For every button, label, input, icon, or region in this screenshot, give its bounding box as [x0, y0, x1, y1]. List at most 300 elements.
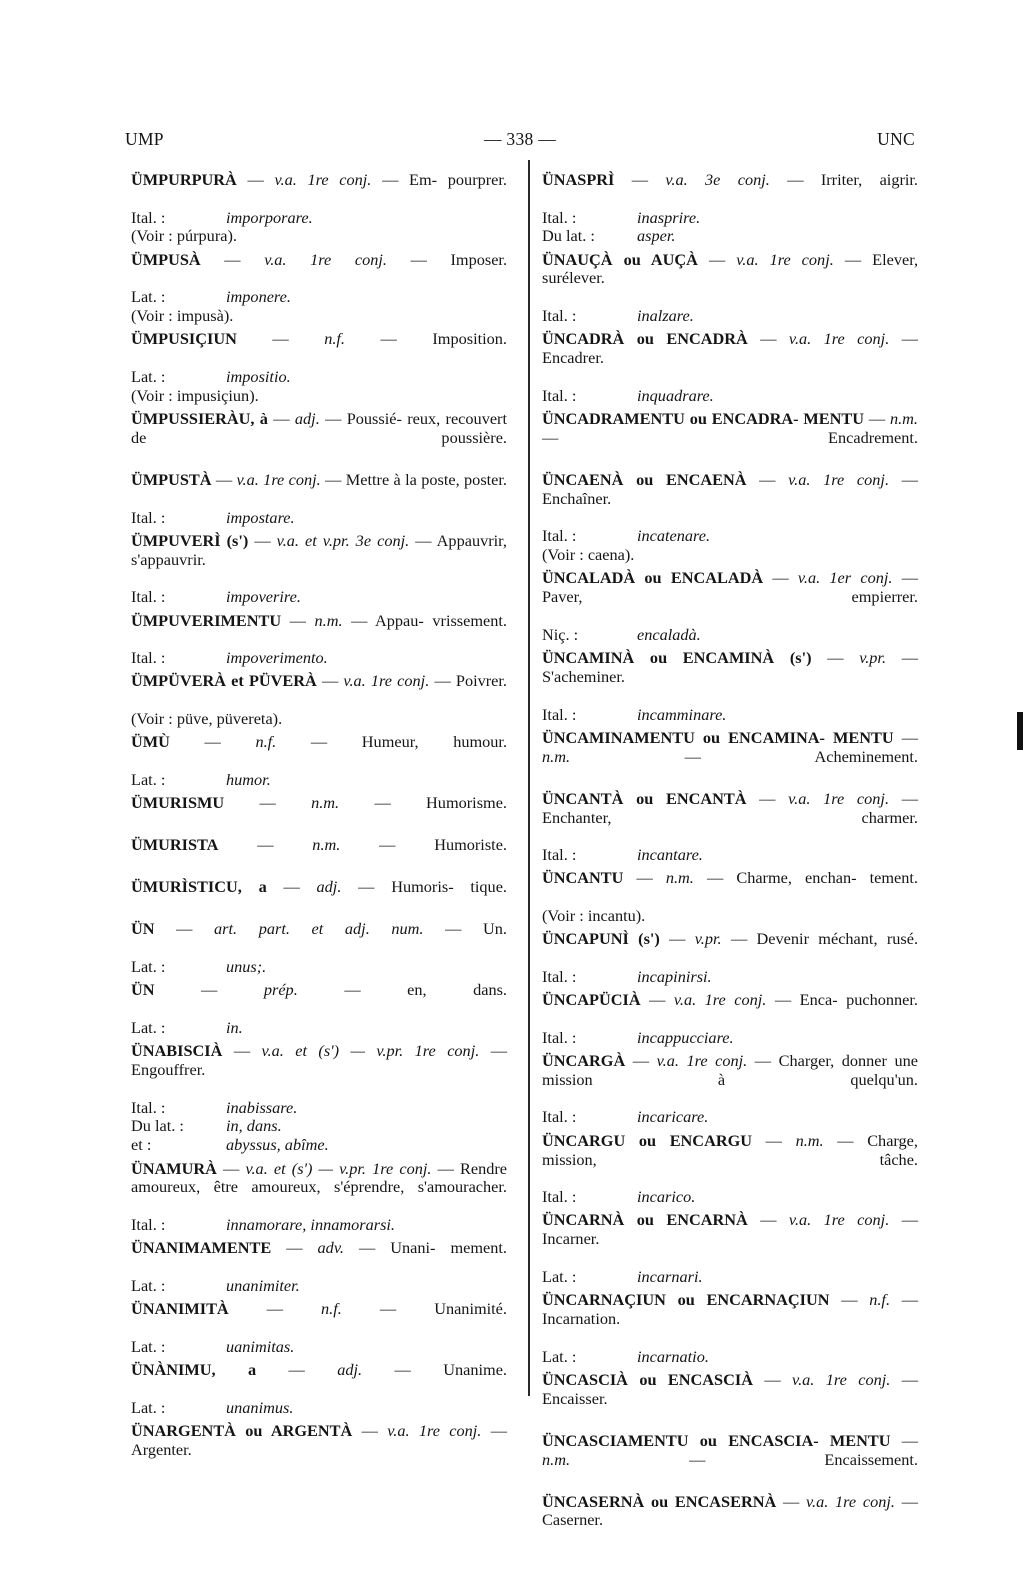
entry-grammar: adv.: [317, 1238, 344, 1258]
etymology-text: imporporare.: [226, 207, 313, 227]
entry-etymology-line: [131, 649, 507, 668]
entry-headword: ÜMPUSSIERÀU, à: [131, 409, 268, 429]
entry-first-line: ÜNÀNIMU, a — adj. — Unanime.: [131, 1360, 507, 1380]
entry-etymology-line: [131, 1338, 507, 1357]
entry-headword: ÜNCAMINÀ ou ENCAMINÀ (s'): [542, 648, 812, 668]
dictionary-entry: [542, 1493, 918, 1549]
dictionary-entry: [542, 729, 918, 785]
entry-grammar: n.f.: [321, 1299, 342, 1319]
entry-headword: ÜNCAENÀ ou ENCAENÀ: [542, 469, 747, 489]
page-edge-mark: [1017, 712, 1023, 750]
entry-etymology-line: [131, 387, 507, 406]
entry-headword: ÜNCAMINAMENTU ou ENCAMINA- MENTU: [542, 727, 894, 747]
entry-headword: ÜNCARNAÇIUN ou ENCARNAÇIUN: [542, 1290, 830, 1310]
entry-headword: ÜNCASCIÀ ou ENCASCIÀ: [542, 1369, 753, 1389]
entry-first-line: ÜNABISCIÀ — v.a. et (s') — v.pr. 1re conj. — Engouffrer.: [131, 1041, 508, 1080]
entry-first-line: ÜMPÜVERÀ et PÜVERÀ — v.a. 1re conj. — Poivrer.: [131, 671, 507, 691]
entry-headword: ÜNARGENTÀ ou ARGENTÀ: [131, 1420, 353, 1440]
entry-definition: — Charge, mission, tâche.: [542, 1130, 918, 1169]
entry-etymology-line: [542, 209, 918, 228]
entry-headword: ÜNCANTU: [542, 868, 624, 888]
etymology-label: Niç. :: [542, 624, 579, 644]
entry-etymology-line: [542, 968, 918, 987]
entry-definition: — Caserner.: [542, 1491, 918, 1530]
etymology-text: humor.: [226, 769, 271, 789]
entry-grammar: prép.: [263, 980, 298, 1000]
entry-grammar: v.a. 1re conj.: [264, 249, 387, 269]
entry-definition: — Charger, donner une mission à quelqu'un.: [542, 1051, 918, 1089]
entry-headword: ÜNCADRAMENTU ou ENCADRA- MENTU: [542, 409, 865, 429]
entry-headword: ÜNCALADÀ ou ENCALADÀ: [542, 568, 764, 588]
entry-grammar: v.a. 1re conj.: [343, 671, 430, 691]
dictionary-entry: [542, 649, 918, 724]
dictionary-entry: [131, 920, 507, 976]
entry-grammar: adj.: [294, 409, 320, 429]
entry-etymology-line: [542, 1029, 918, 1048]
header-right-guide-word: UNC: [877, 129, 915, 149]
entry-first-line: ÜMPUSSIERÀU, à — adj. — Poussié- reux, recouvert de poussière.: [131, 409, 508, 447]
cross-reference-text: (Voir : impusà).: [131, 306, 234, 326]
entry-first-line: ÜMURISTA — n.m. — Humoriste.: [131, 835, 507, 855]
dictionary-entry: [131, 1300, 507, 1356]
entry-first-line: ÜNCAPUNÌ (s') — v.pr. — Devenir méchant, rusé.: [542, 929, 919, 949]
entry-etymology-line: [131, 958, 507, 977]
entry-headword: ÜNAUÇÀ ou AUÇÀ: [542, 249, 698, 269]
entry-grammar: v.a. 1er conj.: [797, 568, 893, 588]
entry-definition: — Encaissement.: [689, 1449, 918, 1469]
entry-definition: — Humoriste.: [379, 835, 507, 855]
entry-definition: — Enchaîner.: [542, 469, 918, 508]
entry-definition: — Paver, empierrer.: [542, 568, 918, 607]
etymology-text: unus;.: [226, 957, 267, 977]
entry-etymology-line: [542, 227, 918, 246]
etymology-label: Ital. :: [131, 587, 166, 607]
entry-grammar: n.m.: [889, 409, 918, 429]
dictionary-entry: [542, 171, 918, 246]
etymology-text: impostare.: [226, 507, 295, 527]
entry-grammar: n.m.: [312, 835, 341, 855]
entry-definition: — Charme, enchan- tement.: [706, 868, 918, 888]
etymology-label: Ital. :: [131, 648, 166, 668]
entry-first-line: ÜMPUVERIMENTU — n.m. — Appau- vrissement.: [131, 610, 507, 630]
entry-headword: ÜN: [131, 980, 155, 1000]
dictionary-entry: [542, 1211, 918, 1286]
entry-first-line: ÜNCASCIÀ ou ENCASCIÀ — v.a. 1re conj. — Encaisser.: [542, 1369, 919, 1408]
entry-definition: — Argenter.: [131, 1420, 507, 1459]
entry-definition: — Engouffrer.: [131, 1041, 508, 1080]
entry-etymology-line: [542, 307, 918, 326]
entry-etymology-line: [131, 1099, 507, 1118]
entry-first-line: ÜNCARNAÇIUN ou ENCARNAÇIUN — n.f. — Incarnation.: [542, 1290, 918, 1328]
entry-grammar: v.a. 1re conj.: [236, 469, 321, 489]
entry-headword: ÜNCASERNÀ ou ENCASERNÀ: [542, 1491, 777, 1511]
entry-first-line: ÜNCASCIAMENTU ou ENCASCIA- MENTU — n.m. — Encaissement.: [542, 1430, 918, 1469]
dictionary-entry: [542, 1052, 918, 1127]
entry-etymology-line: [131, 1216, 507, 1235]
dictionary-entry: [131, 981, 507, 1037]
dictionary-entry: [542, 869, 918, 925]
etymology-text: abyssus, abîme.: [226, 1135, 329, 1155]
etymology-label: Ital. :: [131, 1097, 166, 1117]
entry-headword: ÜMURÌSTICU, a: [131, 877, 267, 897]
etymology-label: Ital. :: [542, 1187, 577, 1207]
entry-definition: — Elever, surélever.: [542, 249, 919, 288]
entry-definition: — Mettre à la poste, poster.: [325, 469, 508, 489]
entry-first-line: ÜNANIMAMENTE — adv. — Unani- mement.: [131, 1238, 507, 1258]
dictionary-entry: [131, 1422, 507, 1478]
entry-etymology-line: [131, 1019, 507, 1038]
entry-grammar: v.a. 1re conj.: [805, 1491, 895, 1511]
entry-first-line: ÜNCAPÜCIÀ — v.a. 1re conj. — Enca- puchonner.: [542, 990, 918, 1010]
entry-definition: — Encadrer.: [542, 329, 918, 368]
etymology-label: Lat. :: [131, 1017, 166, 1037]
entry-etymology-line: [542, 907, 918, 926]
entry-first-line: ÜMURÌSTICU, a — adj. — Humoris- tique.: [131, 877, 507, 897]
etymology-text: in.: [226, 1017, 243, 1037]
entry-grammar: n.m.: [665, 868, 694, 888]
dictionary-entry: [542, 410, 918, 466]
dictionary-entry: [542, 930, 918, 986]
entry-first-line: ÜNASPRÌ — v.a. 3e conj. — Irriter, aigrir.: [542, 170, 918, 189]
entry-definition: — Un.: [445, 919, 508, 939]
dictionary-entry: [131, 251, 507, 326]
entry-headword: ÜNASPRÌ: [542, 170, 615, 189]
etymology-label: Lat. :: [131, 1336, 166, 1356]
dictionary-entry: [542, 991, 918, 1047]
etymology-text: impositio.: [226, 366, 291, 386]
dictionary-entry: [542, 1291, 918, 1366]
entry-first-line: ÜNCARGÀ — v.a. 1re conj. — Charger, donner une mission à quelqu'un.: [542, 1051, 918, 1089]
entry-first-line: ÜNANIMITÀ — n.f. — Unanimité.: [131, 1299, 507, 1319]
etymology-label: et :: [131, 1135, 152, 1155]
etymology-text: inquadrare.: [637, 385, 714, 405]
entry-definition: — S'acheminer.: [542, 648, 918, 686]
entry-grammar: adj.: [337, 1360, 363, 1380]
header-left-guide-word: UMP: [125, 129, 164, 149]
left-column: [131, 171, 507, 1483]
entry-headword: ÜMPUSTÀ: [131, 469, 212, 489]
cross-reference-text: (Voir : püve, püvereta).: [131, 709, 283, 729]
entry-etymology-line: [131, 509, 507, 528]
entry-grammar: n.m.: [542, 746, 571, 766]
entry-grammar: v.a. 1re conj.: [736, 249, 834, 269]
entry-definition: — Unani- mement.: [358, 1238, 507, 1258]
entry-grammar: n.f.: [869, 1290, 891, 1310]
entry-grammar: v.a. et v.pr. 3e conj.: [276, 530, 410, 550]
entry-grammar: v.a. 1re conj.: [656, 1051, 748, 1071]
entry-headword: ÜMPUSIÇIUN: [131, 329, 237, 349]
etymology-text: encaladà.: [637, 624, 701, 644]
entry-first-line: ÜNCAMINÀ ou ENCAMINÀ (s') — v.pr. — S'acheminer.: [542, 648, 918, 686]
etymology-label: Ital. :: [131, 1214, 166, 1234]
etymology-text: incapinirsi.: [637, 966, 712, 986]
entry-first-line: ÜNCANTÀ ou ENCANTÀ — v.a. 1re conj. — Enchanter, charmer.: [542, 788, 918, 827]
etymology-label: Ital. :: [542, 966, 577, 986]
entry-grammar: v.a. et (s') — v.pr. 1re conj.: [261, 1041, 480, 1061]
entry-etymology-line: [542, 527, 918, 546]
entry-definition: — Irriter, aigrir.: [787, 170, 918, 189]
cross-reference-text: (Voir : caena).: [542, 545, 635, 565]
entry-grammar: n.m.: [795, 1130, 824, 1150]
right-column: [542, 171, 918, 1553]
etymology-label: Lat. :: [131, 287, 166, 307]
entry-etymology-line: [131, 1117, 507, 1136]
etymology-label: Ital. :: [542, 845, 577, 865]
etymology-label: Lat. :: [131, 957, 166, 977]
etymology-text: unanimiter.: [226, 1275, 300, 1295]
entry-first-line: ÜNAUÇÀ ou AUÇÀ — v.a. 1re conj. — Elever, surélever.: [542, 249, 919, 288]
etymology-label: Ital. :: [131, 507, 166, 527]
entry-grammar: v.a. et (s') — v.pr. 1re conj.: [245, 1158, 432, 1178]
page-number: — 338 —: [483, 129, 557, 149]
entry-grammar: adj.: [316, 877, 342, 897]
etymology-label: Ital. :: [542, 704, 577, 724]
entry-headword: ÜMPUVERÌ (s'): [131, 530, 249, 550]
entry-definition: — Imposer.: [410, 249, 508, 269]
entry-definition: — Encadrement.: [542, 427, 918, 447]
etymology-label: Ital. :: [542, 526, 577, 546]
entry-definition: — en, dans.: [344, 980, 507, 1000]
entry-definition: — Rendre amoureux, être amoureux, s'éprendre, s'amouracher.: [131, 1158, 508, 1197]
entry-definition: — Em- pourprer.: [382, 170, 508, 189]
entry-first-line: ÜMURISMU — n.m. — Humorisme.: [131, 793, 507, 813]
entry-etymology-line: [542, 546, 918, 565]
dictionary-entry: [131, 836, 507, 874]
entry-definition: — Humoris- tique.: [358, 877, 507, 897]
etymology-text: impoverire.: [226, 587, 301, 607]
entry-headword: ÜNABISCIÀ: [131, 1041, 223, 1061]
etymology-text: incappucciare.: [637, 1027, 734, 1047]
etymology-label: Ital. :: [542, 1027, 577, 1047]
entry-grammar: v.a. 1re conj.: [387, 1420, 482, 1440]
entry-definition: — Unanime.: [394, 1360, 507, 1380]
dictionary-entry: [131, 672, 507, 728]
entry-etymology-line: [542, 626, 918, 645]
column-divider: [528, 160, 530, 1396]
entry-headword: ÜMÙ: [131, 732, 170, 752]
etymology-text: asper.: [637, 226, 676, 246]
entry-grammar: n.f.: [255, 732, 277, 752]
entry-etymology-line: [131, 1277, 507, 1296]
etymology-text: in, dans.: [226, 1116, 282, 1136]
entry-etymology-line: [542, 846, 918, 865]
entry-etymology-line: [542, 1188, 918, 1207]
entry-etymology-line: [131, 1399, 507, 1418]
entry-grammar: v.a. 1re conj.: [673, 990, 767, 1010]
dictionary-entry: [131, 1361, 507, 1417]
entry-etymology-line: [131, 307, 507, 326]
entry-headword: ÜMPURPURÀ: [131, 170, 237, 189]
entry-first-line: ÜMPUVERÌ (s') — v.a. et v.pr. 3e conj. — Appauvrir, s'appauvrir.: [131, 530, 508, 569]
etymology-text: inasprire.: [637, 207, 701, 227]
etymology-text: incamminare.: [637, 704, 727, 724]
entry-etymology-line: [542, 1348, 918, 1367]
etymology-label: Lat. :: [131, 1275, 166, 1295]
etymology-label: Lat. :: [542, 1346, 577, 1366]
dictionary-entry: [131, 1160, 507, 1235]
entry-headword: ÜNCAPÜCIÀ: [542, 990, 641, 1010]
entry-headword: ÜMPUSÀ: [131, 249, 201, 269]
entry-headword: ÜNCARGÀ: [542, 1051, 626, 1071]
entry-definition: — Incarner.: [542, 1210, 918, 1249]
entry-headword: ÜNANIMITÀ: [131, 1299, 229, 1319]
entry-etymology-line: [131, 771, 507, 790]
entry-etymology-line: [542, 706, 918, 725]
entry-etymology-line: [131, 368, 507, 387]
dictionary-entry: [542, 1371, 918, 1427]
etymology-label: Lat. :: [131, 1397, 166, 1417]
entry-grammar: v.pr.: [694, 929, 722, 949]
entry-grammar: v.a. 1re conj.: [274, 170, 372, 189]
etymology-text: innamorare, innamorarsi.: [226, 1214, 396, 1234]
entry-first-line: ÜNCAMINAMENTU ou ENCAMINA- MENTU — n.m. — Acheminement.: [542, 727, 918, 766]
entry-definition: — Humorisme.: [374, 793, 507, 813]
etymology-text: incarico.: [637, 1187, 696, 1207]
entry-headword: ÜNCASCIAMENTU ou ENCASCIA- MENTU: [542, 1430, 891, 1450]
entry-headword: ÜMURISTA: [131, 835, 219, 855]
entry-headword: ÜMURISMU: [131, 793, 225, 813]
entry-grammar: v.a. 1re conj.: [788, 788, 890, 808]
dictionary-entry: [542, 569, 918, 644]
entry-definition: — Humeur, humour.: [310, 732, 508, 752]
entry-definition: — Enchanter, charmer.: [542, 788, 918, 827]
dictionary-entry: [131, 794, 507, 832]
entry-first-line: ÜMPUSTÀ — v.a. 1re conj. — Mettre à la poste, poster.: [131, 469, 508, 489]
entry-etymology-line: [131, 710, 507, 729]
dictionary-entry: [131, 171, 507, 246]
entry-first-line: ÜNCARGU ou ENCARGU — n.m. — Charge, mission, tâche.: [542, 1130, 918, 1169]
entry-definition: — Poivrer.: [434, 671, 507, 691]
entry-first-line: ÜMÙ — n.f. — Humeur, humour.: [131, 732, 508, 752]
etymology-label: Ital. :: [542, 385, 577, 405]
entry-first-line: ÜN — art. part. et adj. num. — Un.: [131, 919, 508, 939]
etymology-text: inalzare.: [637, 306, 694, 326]
etymology-text: imponere.: [226, 287, 291, 307]
etymology-label: Lat. :: [542, 1266, 577, 1286]
etymology-text: uanimitas.: [226, 1336, 295, 1356]
entry-first-line: ÜNCADRÀ ou ENCADRÀ — v.a. 1re conj. — Encadrer.: [542, 329, 918, 368]
entry-first-line: ÜNCADRAMENTU ou ENCADRA- MENTU — n.m. — Encadrement.: [542, 409, 918, 447]
entry-headword: ÜNANIMAMENTE: [131, 1238, 272, 1258]
entry-grammar: n.f.: [324, 329, 345, 349]
entry-first-line: ÜNARGENTÀ ou ARGENTÀ — v.a. 1re conj. — Argenter.: [131, 1420, 507, 1459]
entry-definition: — Appau- vrissement.: [351, 610, 507, 630]
entry-headword: ÜNCARNÀ ou ENCARNÀ: [542, 1210, 748, 1230]
dictionary-entry: [131, 612, 507, 668]
dictionary-entry: [131, 1042, 507, 1155]
entry-first-line: ÜNCARNÀ ou ENCARNÀ — v.a. 1re conj. — Incarner.: [542, 1210, 918, 1249]
entry-definition: — Encaisser.: [542, 1369, 919, 1408]
dictionary-entry: [131, 410, 507, 466]
entry-grammar: v.a. 1re conj.: [788, 1210, 890, 1230]
cross-reference-text: (Voir : impusiçiun).: [131, 385, 259, 405]
etymology-label: Ital. :: [542, 306, 577, 326]
entry-first-line: ÜNCANTU — n.m. — Charme, enchan- tement.: [542, 868, 918, 888]
entry-definition: — Acheminement.: [684, 746, 918, 766]
dictionary-entry: [131, 532, 507, 607]
entry-first-line: ÜMPUSIÇIUN — n.f. — Imposition.: [131, 329, 507, 349]
etymology-text: inabissare.: [226, 1097, 298, 1117]
entry-first-line: ÜN — prép. — en, dans.: [131, 980, 507, 1000]
entry-grammar: v.pr.: [859, 648, 887, 668]
entry-grammar: v.a. 3e conj.: [665, 170, 770, 189]
dictionary-entry: [131, 471, 507, 527]
entry-grammar: n.m.: [314, 610, 343, 630]
etymology-label: Lat. :: [131, 366, 166, 386]
entry-definition: — Incarnation.: [542, 1290, 918, 1328]
entry-headword: ÜNCADRÀ ou ENCADRÀ: [542, 329, 748, 349]
entry-first-line: ÜNCAENÀ ou ENCAENÀ — v.a. 1re conj. — Enchaîner.: [542, 469, 918, 508]
entry-first-line: ÜMPURPURÀ — v.a. 1re conj. — Em- pourprer.: [131, 170, 508, 189]
entry-headword: ÜN: [131, 919, 155, 939]
etymology-text: incantare.: [637, 845, 703, 865]
entry-etymology-line: [542, 1108, 918, 1127]
etymology-text: incatenare.: [637, 526, 711, 546]
dictionary-entry: [131, 878, 507, 916]
dictionary-entry: [542, 330, 918, 405]
dictionary-entry: [542, 251, 918, 326]
cross-reference-text: (Voir : púrpura).: [131, 226, 237, 246]
etymology-text: incarnatio.: [637, 1346, 709, 1366]
etymology-label: Ital. :: [542, 207, 577, 227]
etymology-text: incarnari.: [637, 1266, 703, 1286]
etymology-label: Du lat. :: [542, 226, 595, 246]
entry-headword: ÜNÀNIMU, a: [131, 1360, 257, 1380]
entry-grammar: v.a. 1re conj.: [792, 1369, 891, 1389]
entry-headword: ÜNAMURÀ: [131, 1158, 217, 1178]
dictionary-entry: [542, 1132, 918, 1207]
entry-definition: — Enca- puchonner.: [774, 990, 918, 1010]
dictionary-entry: [131, 330, 507, 405]
dictionary-entry: [131, 1239, 507, 1295]
entry-headword: ÜMPUVERIMENTU: [131, 610, 282, 630]
etymology-text: impoverimento.: [226, 648, 328, 668]
entry-first-line: ÜMPUSÀ — v.a. 1re conj. — Imposer.: [131, 249, 508, 269]
etymology-label: Ital. :: [542, 1107, 577, 1127]
page-header: [125, 129, 915, 155]
etymology-text: incaricare.: [637, 1107, 709, 1127]
etymology-label: Ital. :: [131, 207, 166, 227]
dictionary-entry: [542, 1432, 918, 1488]
dictionary-entry: [131, 733, 507, 789]
dictionary-entry: [542, 790, 918, 865]
entry-headword: ÜNCANTÀ ou ENCANTÀ: [542, 788, 747, 808]
entry-first-line: ÜNCALADÀ ou ENCALADÀ — v.a. 1er conj. — Paver, empierrer.: [542, 568, 918, 607]
entry-definition: — Unanimité.: [379, 1299, 507, 1319]
entry-definition: — Imposition.: [380, 329, 507, 349]
entry-etymology-line: [542, 1268, 918, 1287]
entry-headword: ÜNCAPUNÌ (s'): [542, 929, 660, 949]
etymology-text: unanimus.: [226, 1397, 294, 1417]
entry-grammar: v.a. 1re conj.: [788, 329, 890, 349]
entry-headword: ÜMPÜVERÀ et PÜVERÀ: [131, 671, 317, 691]
entry-grammar: art. part. et adj. num.: [214, 919, 424, 939]
entry-first-line: ÜNAMURÀ — v.a. et (s') — v.pr. 1re conj. — Rendre amoureux, être amoureux, s'éprendre, s'amouracher.: [131, 1158, 508, 1197]
entry-etymology-line: [131, 588, 507, 607]
entry-etymology-line: [131, 209, 507, 228]
cross-reference-text: (Voir : incantu).: [542, 905, 646, 925]
entry-etymology-line: [542, 387, 918, 406]
dictionary-entry: [542, 471, 918, 565]
etymology-label: Du lat. :: [131, 1116, 184, 1136]
entry-etymology-line: [131, 288, 507, 307]
entry-grammar: n.m.: [542, 1449, 571, 1469]
entry-grammar: n.m.: [311, 793, 340, 813]
entry-etymology-line: [131, 227, 507, 246]
entry-definition: — Devenir méchant, rusé.: [730, 929, 919, 949]
entry-definition: — Poussié- reux, recouvert de poussière.: [131, 409, 508, 447]
entry-etymology-line: [131, 1136, 507, 1155]
